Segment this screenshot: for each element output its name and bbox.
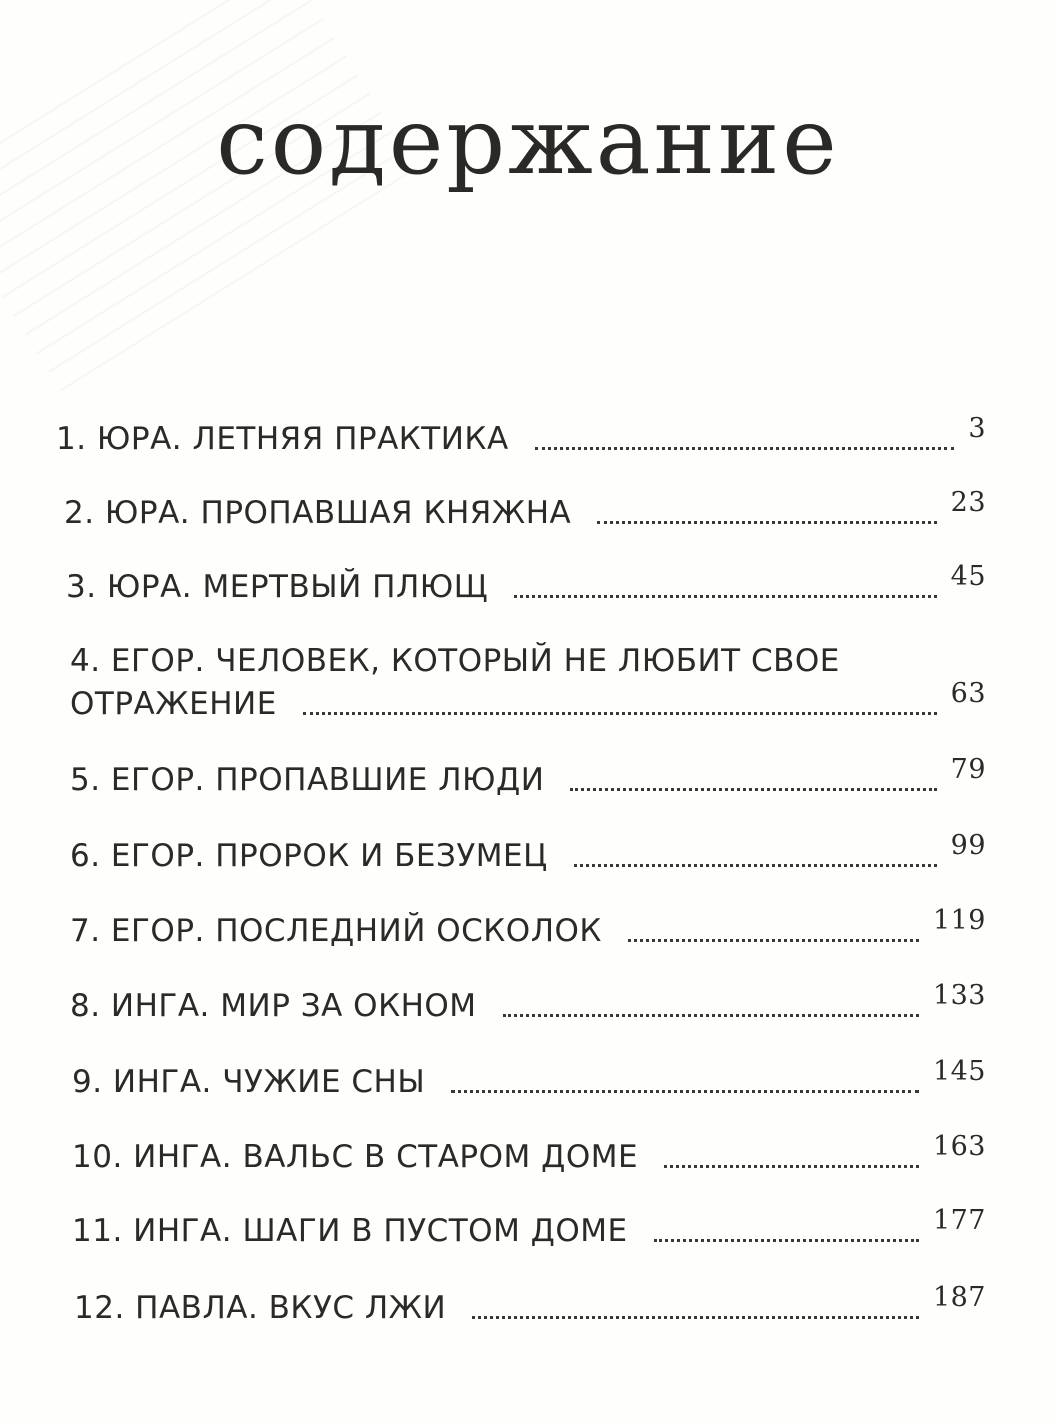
toc-entry[interactable] — [56, 413, 986, 457]
toc-entry[interactable] — [70, 754, 986, 798]
toc-entry-title: 1. ЮРА. ЛЕТНЯЯ ПРАКТИКА — [56, 421, 509, 457]
toc-entry[interactable] — [64, 487, 986, 531]
toc-entry-title: 11. ИНГА. ШАГИ В ПУСТОМ ДОМЕ — [72, 1213, 628, 1249]
toc-entry-title: 2. ЮРА. ПРОПАВШАЯ КНЯЖНА — [64, 495, 572, 531]
dot-leader — [597, 521, 936, 524]
toc-entry-title: 6. ЕГОР. ПРОРОК И БЕЗУМЕЦ — [70, 838, 548, 874]
toc-entry[interactable] — [66, 561, 986, 605]
page-title: содержание — [216, 88, 840, 195]
toc-entry[interactable] — [72, 1131, 986, 1175]
toc-page-number: 23 — [950, 487, 986, 518]
toc-entry-title: 3. ЮРА. МЕРТВЫЙ ПЛЮЩ — [66, 569, 489, 605]
dot-leader — [472, 1316, 919, 1319]
toc-page-number: 45 — [950, 561, 986, 592]
toc-page-number: 133 — [932, 980, 986, 1011]
dot-leader — [303, 712, 937, 715]
toc-entry[interactable] — [70, 678, 986, 722]
dot-leader — [570, 788, 936, 791]
toc-page-number: 177 — [932, 1205, 986, 1236]
dot-leader — [664, 1165, 919, 1168]
toc-entry[interactable] — [74, 1282, 986, 1326]
toc-page-number: 145 — [932, 1056, 986, 1087]
dot-leader — [514, 595, 937, 598]
dot-leader — [628, 939, 919, 942]
dot-leader — [451, 1090, 919, 1093]
toc-entry-title: 10. ИНГА. ВАЛЬС В СТАРОМ ДОМЕ — [72, 1139, 639, 1175]
toc-entry[interactable] — [70, 905, 986, 949]
toc-entry[interactable] — [70, 830, 986, 874]
toc-page-number: 63 — [950, 678, 986, 709]
toc-entry-title: 12. ПАВЛА. ВКУС ЛЖИ — [74, 1290, 447, 1326]
toc-entry[interactable] — [70, 980, 986, 1024]
toc-entry[interactable] — [72, 1056, 986, 1100]
toc-page-number: 119 — [932, 905, 986, 936]
toc-entry-title: 9. ИНГА. ЧУЖИЕ СНЫ — [72, 1064, 426, 1100]
toc-entry-title: 8. ИНГА. МИР ЗА ОКНОМ — [70, 988, 477, 1024]
toc-page-number: 187 — [932, 1282, 986, 1313]
toc-entry-title: 5. ЕГОР. ПРОПАВШИЕ ЛЮДИ — [70, 762, 545, 798]
toc-entry-title-first-line[interactable]: 4. ЕГОР. ЧЕЛОВЕК, КОТОРЫЙ НЕ ЛЮБИТ СВОЕ — [70, 643, 840, 679]
dot-leader — [574, 864, 937, 867]
toc-entry-title: 7. ЕГОР. ПОСЛЕДНИЙ ОСКОЛОК — [70, 913, 602, 949]
toc-page-number: 99 — [950, 830, 986, 861]
dot-leader — [654, 1239, 919, 1242]
dot-leader — [535, 447, 955, 450]
toc-entry-title: ОТРАЖЕНИЕ — [70, 686, 277, 722]
toc-page-number: 163 — [932, 1131, 986, 1162]
toc-entry[interactable] — [72, 1205, 986, 1249]
toc-page-number: 3 — [968, 413, 986, 444]
dot-leader — [503, 1014, 919, 1017]
toc-page-number: 79 — [950, 754, 986, 785]
